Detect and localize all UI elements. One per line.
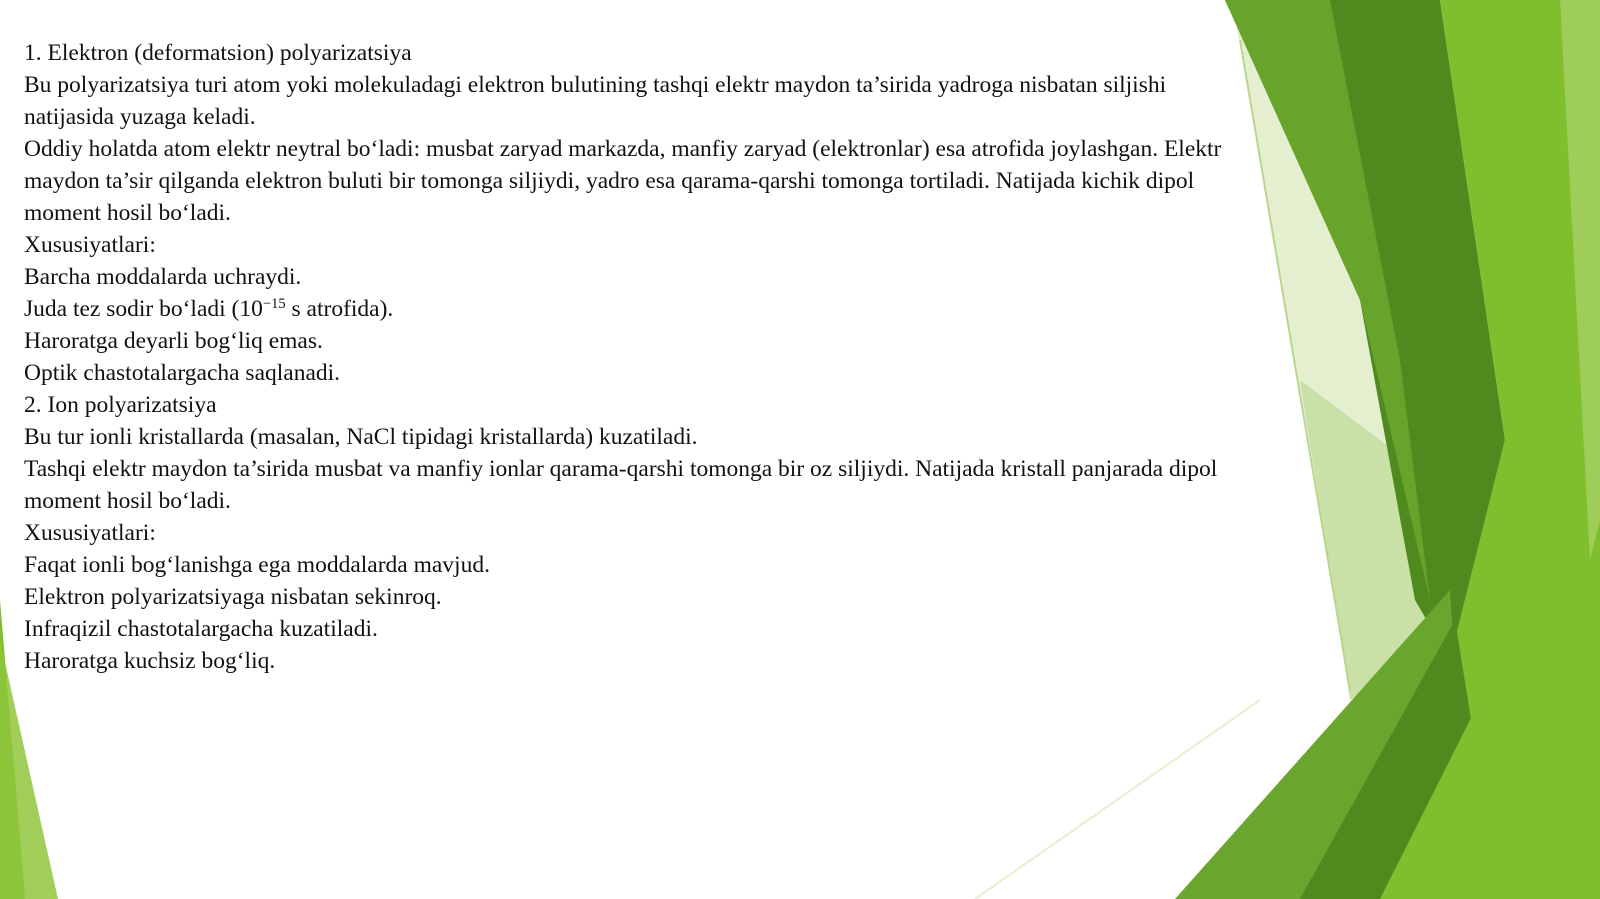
property-item: Infraqizil chastotalargacha kuzatiladi.	[24, 616, 378, 642]
properties-label: Xususiyatlari:	[24, 520, 156, 546]
property-item: Haroratga kuchsiz bog‘liq.	[24, 648, 276, 674]
property-item: Optik chastotalargacha saqlanadi.	[24, 360, 341, 386]
property-item: Elektron polyarizatsiyaga nisbatan sekinroq.	[24, 584, 442, 610]
paragraph: Bu polyarizatsiya turi atom yoki molekuladagi elektron bulutining tashqi elektr maydon ta’sirida yadroga nisbatan siljishi natijasida yuzaga keladi.	[24, 72, 1167, 130]
exponent: −15	[262, 296, 286, 312]
property-item: Haroratga deyarli bog‘liq emas.	[24, 328, 323, 354]
left-green-wedge-wide	[0, 640, 58, 899]
property-item: Faqat ionli bog‘lanishga ega moddalarda mavjud.	[24, 552, 490, 578]
property-text: s atrofida).	[285, 296, 394, 322]
properties-label: Xususiyatlari:	[24, 232, 156, 258]
slide-body	[24, 37, 1249, 677]
property-item: Barcha moddalarda uchraydi.	[24, 264, 302, 290]
heading-electronic-polarization: 1. Elektron (deformatsion) polyarizatsiya	[24, 40, 412, 66]
heading-ion-polarization: 2. Ion polyarizatsiya	[24, 392, 217, 418]
paragraph: Tashqi elektr maydon ta’sirida musbat va manfiy ionlar qarama-qarshi tomonga bir oz siljiydi. Natijada kristall panjarada dipol moment hosil bo‘ladi.	[24, 456, 1218, 514]
paragraph: Bu tur ionli kristallarda (masalan, NaCl tipidagi kristallarda) kuzatiladi.	[24, 424, 698, 450]
property-item	[24, 293, 1249, 325]
property-text: Juda tez sodir bo‘ladi (10	[24, 296, 263, 322]
paragraph: Oddiy holatda atom elektr neytral bo‘ladi: musbat zaryad markazda, manfiy zaryad (elektronlar) esa atrofida joylashgan. Elektr maydon ta’sir qilganda elektron buluti bir tomonga siljiydi, yadro esa qarama-qarshi tomonga tortiladi. Natijada kichik dipol moment hosil bo‘ladi.	[24, 136, 1222, 226]
